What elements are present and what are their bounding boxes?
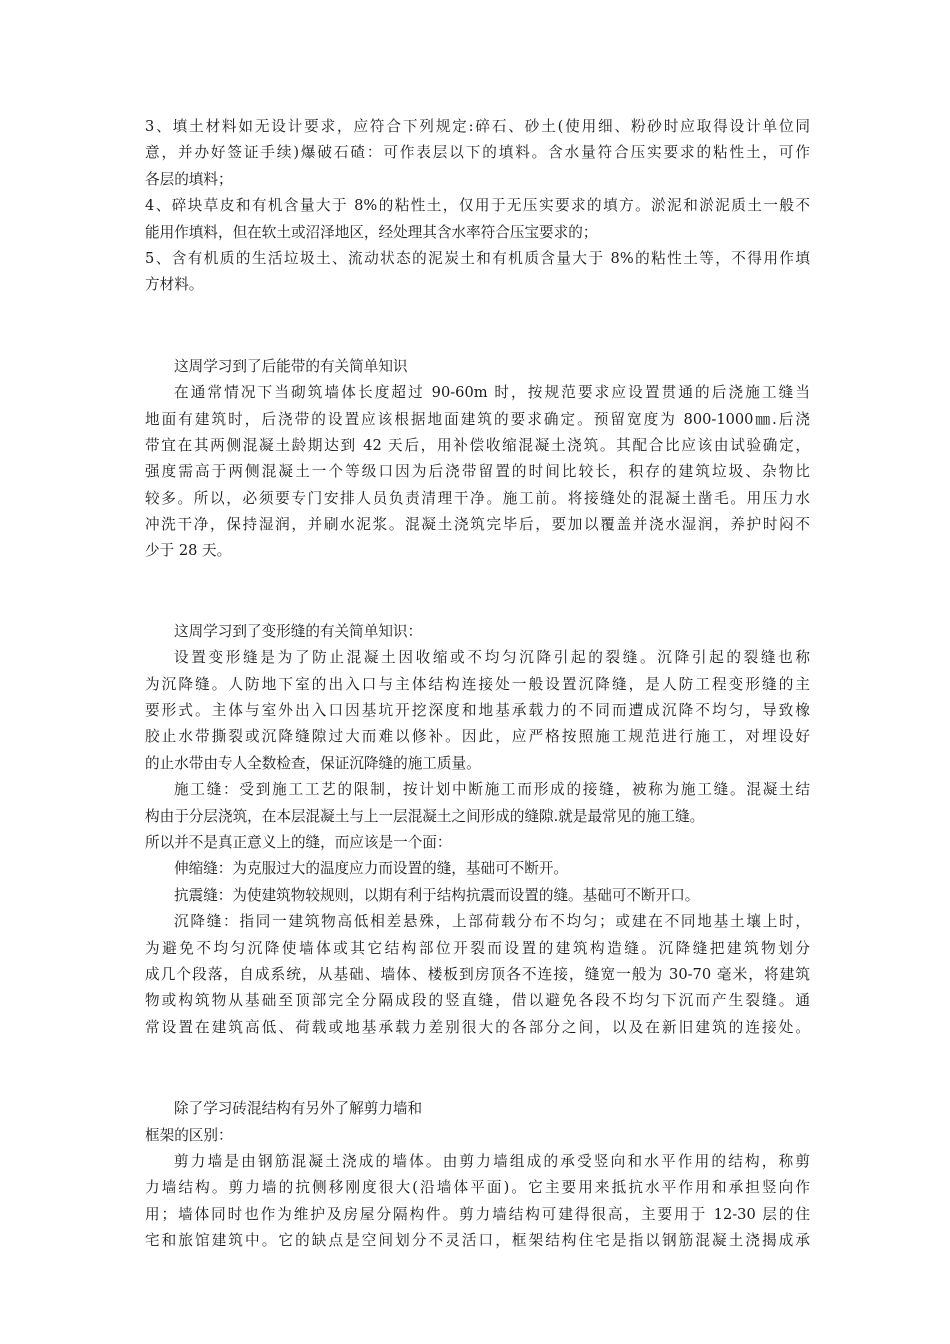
paragraph-line: 沉降缝：指同一建筑物高低相差悬殊，上部荷载分布不均匀；或建在不同地基土壤上时， <box>174 913 810 931</box>
paragraph-line: 框架的区别： <box>145 1126 233 1144</box>
paragraph-line: 5、含有机质的生活垃圾土、流动状态的泥炭土和有机质含量大于 8%的粘性土等，不得用作填 <box>145 249 810 267</box>
paragraph-line: 构由于分层浇筑，在本层混凝土与上一层混凝土之间形成的缝隙.就是最常见的施工缝。 <box>145 807 705 825</box>
paragraph-line: 的止水带由专人全数检查，保证沉降缝的施工质量。 <box>145 754 481 772</box>
paragraph-line: 少于 28 天。 <box>145 542 232 560</box>
paragraph-line: 较多。所以，必须要专门安排人员负责清理干净。施工前。将接缝处的混凝土凿毛。用压力水 <box>145 489 810 507</box>
deformation-joint-section <box>145 619 810 1041</box>
paragraph-line: 物或构筑物从基础至顶部完全分隔成段的竖直缝，借以避免各段不均匀下沉而产生裂缝。通 <box>145 992 810 1010</box>
paragraph-line: 设置变形缝是为了防止混凝土因收缩或不均匀沉降引起的裂缝。沉降引起的裂缝也称 <box>174 649 810 667</box>
paragraph-line: 常设置在建筑高低、荷载或地基承载力差别很大的各部分之间，以及在新旧建筑的连接处。 <box>145 1018 810 1036</box>
section-heading: 这周学习到了变形缝的有关简单知识： <box>174 622 423 640</box>
paragraph-line: 4、碎块草皮和有机含量大于 8%的粘性土，仅用于无压实要求的填方。淤泥和淤泥质土一般不 <box>145 197 810 215</box>
paragraph-line: 抗震缝：为使建筑物较规则，以期有利于结构抗震而设置的缝。基础可不断开口。 <box>174 886 700 904</box>
paragraph-line: 为避免不均匀沉降使墙体或其它结构部位开裂而设置的建筑构造缝。沉降缝把建筑物划分 <box>145 939 810 957</box>
paragraph-line: 成几个段落，自成系统，从基础、墙体、楼板到房顶各不连接，缝宽一般为 30-70 毫米，将建筑 <box>145 965 810 983</box>
post-pour-strip-section <box>145 354 810 565</box>
section-spacer <box>145 1041 810 1096</box>
paragraph-line: 伸缩缝：为克服过大的温度应力而设置的缝，基础可不断开。 <box>174 860 569 878</box>
paragraph-line: 在通常情况下当砌筑墙体长度超过 90-60m 时，按规范要求应设置贯通的后浇施工缝当 <box>174 384 810 402</box>
paragraph-line: 用；墙体同时也作为维护及房屋分隔构件。剪力墙结构可建得很高，主要用于 12-30 层的住 <box>145 1205 810 1223</box>
paragraph-line: 地面有建筑时，后浇带的设置应该根据地面建筑的要求确定。预留宽度为 800-1000㎜.后浇 <box>145 410 810 428</box>
section-spacer <box>145 565 810 619</box>
paragraph-line: 力墙结构。剪力墙的抗侧移刚度很大(沿墙体平面)。它主要用来抵抗水平作用和承担竖向作 <box>145 1179 810 1197</box>
paragraph-line: 胶止水带撕裂或沉降缝隙过大而难以修补。因此，应严格按照施工规范进行施工，对埋设好 <box>145 728 810 746</box>
paragraph-line: 要形式。主体与室外出入口因基坑开挖深度和地基承载力的不同而遭成沉降不均匀，导致橡 <box>145 702 810 720</box>
fill-material-section <box>145 114 810 299</box>
document-body <box>145 114 810 1254</box>
paragraph-line: 方材料。 <box>145 276 204 294</box>
paragraph-line: 强度需高于两侧混凝土一个等级口因为后浇带留置的时间比较长，积存的建筑垃圾、杂物比 <box>145 463 810 481</box>
paragraph-line: 宅和旅馆建筑中。它的缺点是空间划分不灵活口，框架结构住宅是指以钢筋混凝土浇揭成承 <box>145 1232 810 1250</box>
section-spacer <box>145 299 810 354</box>
paragraph-line: 剪力墙是由钢筋混凝土浇成的墙体。由剪力墙组成的承受竖向和水平作用的结构，称剪 <box>174 1152 810 1170</box>
shear-wall-section <box>145 1096 810 1254</box>
paragraph-line: 带宜在其两侧混凝土龄期达到 42 天后，用补偿收缩混凝土浇筑。其配合比应该由试验确定， <box>145 436 810 454</box>
section-heading: 除了学习砖混结构有另外了解剪力墙和 <box>174 1100 423 1118</box>
section-heading: 这周学习到了后能带的有关简单知识 <box>174 357 408 375</box>
paragraph-line: 所以并不是真正意义上的缝，而应该是一个面： <box>145 833 452 851</box>
paragraph-line: 3、填土材料如无设计要求，应符合下列规定:碎石、砂土(使用细、粉砂时应取得设计单位同 <box>145 118 810 135</box>
paragraph-line: 冲洗干净，保持湿润，并刷水泥浆。混凝土浇筑完毕后，要加以覆盖并浇水湿润，养护时闷不 <box>145 516 810 534</box>
paragraph-line: 各层的填料； <box>145 170 233 188</box>
paragraph-line: 为沉降缝。人防地下室的出入口与主体结构连接处一般设置沉降缝，是人防工程变形缝的主 <box>145 675 810 693</box>
paragraph-line: 意，并办好签证手续)爆破石碴：可作表层以下的填料。含水量符合压实要求的粘性土，可作 <box>145 144 810 162</box>
paragraph-line: 能用作填料，但在软土或沼泽地区，经处理其含水率符合压宝要求的； <box>145 223 598 241</box>
paragraph-line: 施工缝：受到施工工艺的限制，按计划中断施工而形成的接缝，被称为施工缝。混凝土结 <box>174 781 810 799</box>
